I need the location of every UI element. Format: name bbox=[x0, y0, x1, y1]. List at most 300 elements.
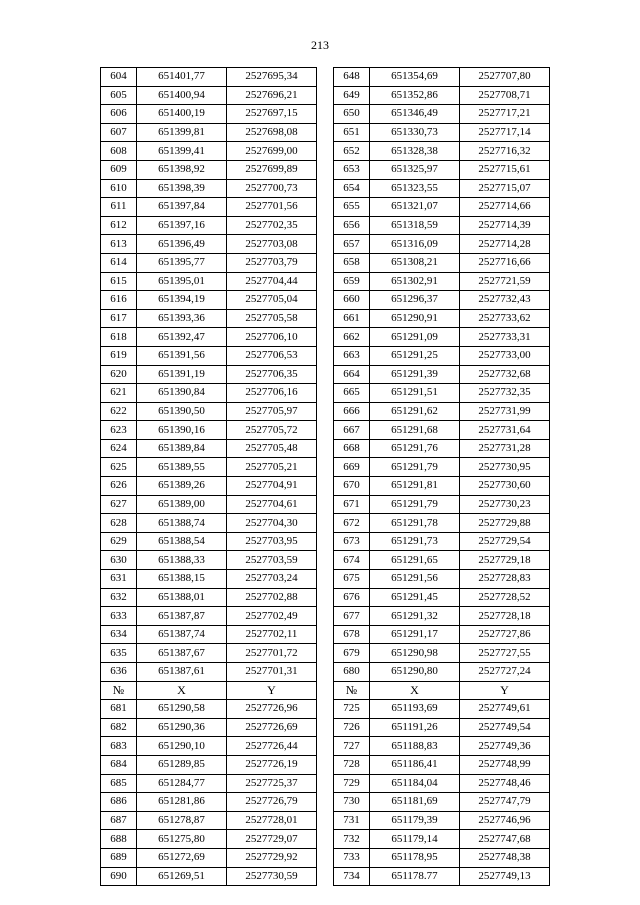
point-number-cell: 613 bbox=[101, 235, 137, 254]
y-coordinate-cell: 2527728,52 bbox=[460, 588, 550, 607]
x-coordinate-cell: 651397,84 bbox=[137, 198, 227, 217]
y-coordinate-cell: 2527717,21 bbox=[460, 105, 550, 124]
x-coordinate-cell: 651354,69 bbox=[370, 68, 460, 87]
table-row bbox=[101, 570, 317, 589]
x-coordinate-cell: 651399,81 bbox=[137, 123, 227, 142]
point-number-cell: 671 bbox=[334, 495, 370, 514]
y-coordinate-cell: 2527727,24 bbox=[460, 663, 550, 682]
table-row bbox=[334, 235, 550, 254]
table-row bbox=[101, 384, 317, 403]
point-number-cell: 628 bbox=[101, 514, 137, 533]
y-coordinate-cell: 2527731,28 bbox=[460, 439, 550, 458]
y-coordinate-cell: 2527726,19 bbox=[227, 755, 317, 774]
point-number-cell: 649 bbox=[334, 86, 370, 105]
y-coordinate-cell: 2527705,58 bbox=[227, 309, 317, 328]
y-coordinate-cell: 2527704,44 bbox=[227, 272, 317, 291]
y-coordinate-cell: 2527704,91 bbox=[227, 477, 317, 496]
y-coordinate-cell: 2527703,08 bbox=[227, 235, 317, 254]
point-number-cell: 610 bbox=[101, 179, 137, 198]
x-coordinate-cell: 651291,32 bbox=[370, 607, 460, 626]
page-number: 213 bbox=[311, 38, 329, 52]
point-number-cell: 687 bbox=[101, 811, 137, 830]
table-row bbox=[101, 811, 317, 830]
table-row bbox=[101, 495, 317, 514]
table-row bbox=[334, 588, 550, 607]
point-number-cell: 612 bbox=[101, 216, 137, 235]
x-coordinate-cell: 651191,26 bbox=[370, 718, 460, 737]
y-coordinate-cell: 2527726,44 bbox=[227, 737, 317, 756]
x-coordinate-cell: 651291,79 bbox=[370, 458, 460, 477]
x-coordinate-cell: 651388,15 bbox=[137, 570, 227, 589]
x-coordinate-cell: 651188,83 bbox=[370, 737, 460, 756]
x-coordinate-cell: 651272,69 bbox=[137, 848, 227, 867]
y-coordinate-cell: 2527748,38 bbox=[460, 848, 550, 867]
y-coordinate-cell: 2527730,59 bbox=[227, 867, 317, 886]
y-coordinate-cell: 2527727,55 bbox=[460, 644, 550, 663]
y-coordinate-cell: 2527729,07 bbox=[227, 830, 317, 849]
x-coordinate-cell: 651389,00 bbox=[137, 495, 227, 514]
y-coordinate-cell: 2527700,73 bbox=[227, 179, 317, 198]
table-row bbox=[101, 644, 317, 663]
x-coordinate-cell: 651291,17 bbox=[370, 625, 460, 644]
coordinates-table-left bbox=[100, 67, 317, 886]
x-coordinate-cell: 651179,39 bbox=[370, 811, 460, 830]
point-number-cell: 677 bbox=[334, 607, 370, 626]
y-coordinate-cell: 2527705,21 bbox=[227, 458, 317, 477]
table-row bbox=[101, 774, 317, 793]
x-coordinate-cell: 651325,97 bbox=[370, 160, 460, 179]
table-row bbox=[334, 458, 550, 477]
point-number-cell: 605 bbox=[101, 86, 137, 105]
point-number-cell: 631 bbox=[101, 570, 137, 589]
table-row bbox=[334, 346, 550, 365]
x-coordinate-cell: 651387,74 bbox=[137, 625, 227, 644]
x-coordinate-cell: 651387,87 bbox=[137, 607, 227, 626]
x-coordinate-cell: 651387,67 bbox=[137, 644, 227, 663]
y-coordinate-cell: 2527726,79 bbox=[227, 793, 317, 812]
y-coordinate-cell: 2527702,35 bbox=[227, 216, 317, 235]
table-row bbox=[101, 607, 317, 626]
x-coordinate-cell: 651291,81 bbox=[370, 477, 460, 496]
point-number-cell: 625 bbox=[101, 458, 137, 477]
y-coordinate-cell: 2527729,88 bbox=[460, 514, 550, 533]
column-header: Y bbox=[460, 681, 550, 700]
x-coordinate-cell: 651284,77 bbox=[137, 774, 227, 793]
table-row bbox=[334, 774, 550, 793]
point-number-cell: 611 bbox=[101, 198, 137, 217]
y-coordinate-cell: 2527732,35 bbox=[460, 384, 550, 403]
x-coordinate-cell: 651291,78 bbox=[370, 514, 460, 533]
table-row bbox=[101, 532, 317, 551]
point-number-cell: 664 bbox=[334, 365, 370, 384]
x-coordinate-cell: 651399,41 bbox=[137, 142, 227, 161]
point-number-cell: 725 bbox=[334, 700, 370, 719]
table-row bbox=[334, 179, 550, 198]
table-row bbox=[334, 272, 550, 291]
table-row bbox=[334, 365, 550, 384]
point-number-cell: 733 bbox=[334, 848, 370, 867]
y-coordinate-cell: 2527699,00 bbox=[227, 142, 317, 161]
table-row bbox=[334, 477, 550, 496]
point-number-cell: 636 bbox=[101, 663, 137, 682]
x-coordinate-cell: 651328,38 bbox=[370, 142, 460, 161]
x-coordinate-cell: 651291,45 bbox=[370, 588, 460, 607]
point-number-cell: 726 bbox=[334, 718, 370, 737]
x-coordinate-cell: 651178.77 bbox=[370, 867, 460, 886]
point-number-cell: 653 bbox=[334, 160, 370, 179]
table-row bbox=[334, 532, 550, 551]
x-coordinate-cell: 651281,86 bbox=[137, 793, 227, 812]
table-row bbox=[334, 86, 550, 105]
y-coordinate-cell: 2527733,62 bbox=[460, 309, 550, 328]
table-row bbox=[334, 142, 550, 161]
y-coordinate-cell: 2527747,79 bbox=[460, 793, 550, 812]
y-coordinate-cell: 2527702,88 bbox=[227, 588, 317, 607]
x-coordinate-cell: 651290,91 bbox=[370, 309, 460, 328]
point-number-cell: 650 bbox=[334, 105, 370, 124]
x-coordinate-cell: 651390,84 bbox=[137, 384, 227, 403]
column-header: № bbox=[334, 681, 370, 700]
x-coordinate-cell: 651275,80 bbox=[137, 830, 227, 849]
table-row bbox=[101, 68, 317, 87]
table-row bbox=[334, 291, 550, 310]
x-coordinate-cell: 651184,04 bbox=[370, 774, 460, 793]
table-row bbox=[334, 309, 550, 328]
point-number-cell: 648 bbox=[334, 68, 370, 87]
y-coordinate-cell: 2527726,96 bbox=[227, 700, 317, 719]
x-coordinate-cell: 651321,07 bbox=[370, 198, 460, 217]
table-row bbox=[101, 142, 317, 161]
y-coordinate-cell: 2527703,24 bbox=[227, 570, 317, 589]
x-coordinate-cell: 651308,21 bbox=[370, 253, 460, 272]
y-coordinate-cell: 2527703,95 bbox=[227, 532, 317, 551]
point-number-cell: 676 bbox=[334, 588, 370, 607]
point-number-cell: 661 bbox=[334, 309, 370, 328]
y-coordinate-cell: 2527749,61 bbox=[460, 700, 550, 719]
table-row bbox=[334, 737, 550, 756]
x-coordinate-cell: 651398,92 bbox=[137, 160, 227, 179]
point-number-cell: 617 bbox=[101, 309, 137, 328]
table-row bbox=[101, 625, 317, 644]
x-coordinate-cell: 651291,79 bbox=[370, 495, 460, 514]
y-coordinate-cell: 2527714,28 bbox=[460, 235, 550, 254]
table-row bbox=[101, 458, 317, 477]
point-number-cell: 652 bbox=[334, 142, 370, 161]
point-number-cell: 670 bbox=[334, 477, 370, 496]
x-coordinate-cell: 651397,16 bbox=[137, 216, 227, 235]
point-number-cell: 622 bbox=[101, 402, 137, 421]
table-row bbox=[101, 105, 317, 124]
y-coordinate-cell: 2527728,18 bbox=[460, 607, 550, 626]
y-coordinate-cell: 2527706,35 bbox=[227, 365, 317, 384]
table-row bbox=[101, 402, 317, 421]
y-coordinate-cell: 2527706,16 bbox=[227, 384, 317, 403]
table-row bbox=[101, 179, 317, 198]
point-number-cell: 727 bbox=[334, 737, 370, 756]
table-row bbox=[101, 235, 317, 254]
y-coordinate-cell: 2527703,79 bbox=[227, 253, 317, 272]
y-coordinate-cell: 2527748,99 bbox=[460, 755, 550, 774]
point-number-cell: 662 bbox=[334, 328, 370, 347]
table-row bbox=[334, 755, 550, 774]
point-number-cell: 685 bbox=[101, 774, 137, 793]
y-coordinate-cell: 2527705,72 bbox=[227, 421, 317, 440]
table-row bbox=[101, 216, 317, 235]
point-number-cell: 667 bbox=[334, 421, 370, 440]
x-coordinate-cell: 651290,98 bbox=[370, 644, 460, 663]
x-coordinate-cell: 651186,41 bbox=[370, 755, 460, 774]
x-coordinate-cell: 651387,61 bbox=[137, 663, 227, 682]
point-number-cell: 686 bbox=[101, 793, 137, 812]
y-coordinate-cell: 2527706,53 bbox=[227, 346, 317, 365]
header-row bbox=[101, 681, 317, 700]
table-row bbox=[334, 551, 550, 570]
table-row bbox=[101, 86, 317, 105]
point-number-cell: 624 bbox=[101, 439, 137, 458]
x-coordinate-cell: 651278,87 bbox=[137, 811, 227, 830]
table-row bbox=[101, 160, 317, 179]
table-row bbox=[334, 384, 550, 403]
x-coordinate-cell: 651181,69 bbox=[370, 793, 460, 812]
y-coordinate-cell: 2527749,36 bbox=[460, 737, 550, 756]
y-coordinate-cell: 2527731,64 bbox=[460, 421, 550, 440]
x-coordinate-cell: 651346,49 bbox=[370, 105, 460, 124]
table-row bbox=[334, 160, 550, 179]
x-coordinate-cell: 651389,55 bbox=[137, 458, 227, 477]
table-row bbox=[334, 68, 550, 87]
y-coordinate-cell: 2527730,95 bbox=[460, 458, 550, 477]
y-coordinate-cell: 2527717,14 bbox=[460, 123, 550, 142]
y-coordinate-cell: 2527695,34 bbox=[227, 68, 317, 87]
table-row bbox=[101, 253, 317, 272]
y-coordinate-cell: 2527715,61 bbox=[460, 160, 550, 179]
table-row bbox=[101, 328, 317, 347]
table-row bbox=[334, 421, 550, 440]
point-number-cell: 665 bbox=[334, 384, 370, 403]
y-coordinate-cell: 2527725,37 bbox=[227, 774, 317, 793]
table-row bbox=[101, 123, 317, 142]
table-row bbox=[334, 867, 550, 886]
x-coordinate-cell: 651391,56 bbox=[137, 346, 227, 365]
point-number-cell: 632 bbox=[101, 588, 137, 607]
x-coordinate-cell: 651291,09 bbox=[370, 328, 460, 347]
y-coordinate-cell: 2527716,32 bbox=[460, 142, 550, 161]
y-coordinate-cell: 2527704,61 bbox=[227, 495, 317, 514]
point-number-cell: 620 bbox=[101, 365, 137, 384]
column-header: X bbox=[137, 681, 227, 700]
column-header: X bbox=[370, 681, 460, 700]
point-number-cell: 621 bbox=[101, 384, 137, 403]
x-coordinate-cell: 651290,80 bbox=[370, 663, 460, 682]
point-number-cell: 618 bbox=[101, 328, 137, 347]
x-coordinate-cell: 651396,49 bbox=[137, 235, 227, 254]
x-coordinate-cell: 651178,95 bbox=[370, 848, 460, 867]
y-coordinate-cell: 2527729,18 bbox=[460, 551, 550, 570]
x-coordinate-cell: 651388,01 bbox=[137, 588, 227, 607]
coordinates-table-right bbox=[333, 67, 550, 886]
point-number-cell: 609 bbox=[101, 160, 137, 179]
x-coordinate-cell: 651291,39 bbox=[370, 365, 460, 384]
table-row bbox=[101, 830, 317, 849]
table-row bbox=[334, 514, 550, 533]
x-coordinate-cell: 651296,37 bbox=[370, 291, 460, 310]
point-number-cell: 607 bbox=[101, 123, 137, 142]
x-coordinate-cell: 651179,14 bbox=[370, 830, 460, 849]
y-coordinate-cell: 2527708,71 bbox=[460, 86, 550, 105]
point-number-cell: 679 bbox=[334, 644, 370, 663]
table-row bbox=[101, 718, 317, 737]
x-coordinate-cell: 651291,62 bbox=[370, 402, 460, 421]
x-coordinate-cell: 651389,84 bbox=[137, 439, 227, 458]
table-row bbox=[334, 848, 550, 867]
point-number-cell: 654 bbox=[334, 179, 370, 198]
point-number-cell: 623 bbox=[101, 421, 137, 440]
point-number-cell: 731 bbox=[334, 811, 370, 830]
table-row bbox=[101, 477, 317, 496]
point-number-cell: 674 bbox=[334, 551, 370, 570]
y-coordinate-cell: 2527705,48 bbox=[227, 439, 317, 458]
table-row bbox=[334, 328, 550, 347]
table-row bbox=[334, 644, 550, 663]
table-row bbox=[334, 625, 550, 644]
point-number-cell: 669 bbox=[334, 458, 370, 477]
x-coordinate-cell: 651390,50 bbox=[137, 402, 227, 421]
point-number-cell: 675 bbox=[334, 570, 370, 589]
y-coordinate-cell: 2527705,04 bbox=[227, 291, 317, 310]
point-number-cell: 619 bbox=[101, 346, 137, 365]
y-coordinate-cell: 2527702,49 bbox=[227, 607, 317, 626]
x-coordinate-cell: 651316,09 bbox=[370, 235, 460, 254]
x-coordinate-cell: 651291,73 bbox=[370, 532, 460, 551]
point-number-cell: 732 bbox=[334, 830, 370, 849]
point-number-cell: 634 bbox=[101, 625, 137, 644]
x-coordinate-cell: 651398,39 bbox=[137, 179, 227, 198]
table-row bbox=[334, 105, 550, 124]
point-number-cell: 626 bbox=[101, 477, 137, 496]
point-number-cell: 668 bbox=[334, 439, 370, 458]
table-row bbox=[101, 291, 317, 310]
point-number-cell: 629 bbox=[101, 532, 137, 551]
point-number-cell: 604 bbox=[101, 68, 137, 87]
y-coordinate-cell: 2527731,99 bbox=[460, 402, 550, 421]
y-coordinate-cell: 2527732,43 bbox=[460, 291, 550, 310]
table-row bbox=[101, 793, 317, 812]
point-number-cell: 689 bbox=[101, 848, 137, 867]
column-header: Y bbox=[227, 681, 317, 700]
table-row bbox=[334, 793, 550, 812]
y-coordinate-cell: 2527733,31 bbox=[460, 328, 550, 347]
y-coordinate-cell: 2527697,15 bbox=[227, 105, 317, 124]
y-coordinate-cell: 2527707,80 bbox=[460, 68, 550, 87]
point-number-cell: 682 bbox=[101, 718, 137, 737]
x-coordinate-cell: 651393,36 bbox=[137, 309, 227, 328]
x-coordinate-cell: 651290,10 bbox=[137, 737, 227, 756]
x-coordinate-cell: 651291,56 bbox=[370, 570, 460, 589]
point-number-cell: 659 bbox=[334, 272, 370, 291]
x-coordinate-cell: 651330,73 bbox=[370, 123, 460, 142]
x-coordinate-cell: 651392,47 bbox=[137, 328, 227, 347]
point-number-cell: 657 bbox=[334, 235, 370, 254]
table-row bbox=[334, 570, 550, 589]
y-coordinate-cell: 2527733,00 bbox=[460, 346, 550, 365]
y-coordinate-cell: 2527701,72 bbox=[227, 644, 317, 663]
x-coordinate-cell: 651193,69 bbox=[370, 700, 460, 719]
point-number-cell: 690 bbox=[101, 867, 137, 886]
point-number-cell: 606 bbox=[101, 105, 137, 124]
y-coordinate-cell: 2527729,54 bbox=[460, 532, 550, 551]
x-coordinate-cell: 651291,51 bbox=[370, 384, 460, 403]
point-number-cell: 681 bbox=[101, 700, 137, 719]
point-number-cell: 656 bbox=[334, 216, 370, 235]
y-coordinate-cell: 2527727,86 bbox=[460, 625, 550, 644]
y-coordinate-cell: 2527701,31 bbox=[227, 663, 317, 682]
x-coordinate-cell: 651388,54 bbox=[137, 532, 227, 551]
y-coordinate-cell: 2527706,10 bbox=[227, 328, 317, 347]
point-number-cell: 630 bbox=[101, 551, 137, 570]
x-coordinate-cell: 651291,65 bbox=[370, 551, 460, 570]
x-coordinate-cell: 651352,86 bbox=[370, 86, 460, 105]
point-number-cell: 684 bbox=[101, 755, 137, 774]
table-row bbox=[101, 309, 317, 328]
point-number-cell: 666 bbox=[334, 402, 370, 421]
x-coordinate-cell: 651395,01 bbox=[137, 272, 227, 291]
point-number-cell: 614 bbox=[101, 253, 137, 272]
x-coordinate-cell: 651388,74 bbox=[137, 514, 227, 533]
point-number-cell: 680 bbox=[334, 663, 370, 682]
x-coordinate-cell: 651401,77 bbox=[137, 68, 227, 87]
x-coordinate-cell: 651400,19 bbox=[137, 105, 227, 124]
y-coordinate-cell: 2527715,07 bbox=[460, 179, 550, 198]
x-coordinate-cell: 651389,26 bbox=[137, 477, 227, 496]
table-row bbox=[334, 495, 550, 514]
point-number-cell: 651 bbox=[334, 123, 370, 142]
point-number-cell: 673 bbox=[334, 532, 370, 551]
x-coordinate-cell: 651323,55 bbox=[370, 179, 460, 198]
x-coordinate-cell: 651269,51 bbox=[137, 867, 227, 886]
table-row bbox=[101, 514, 317, 533]
y-coordinate-cell: 2527728,83 bbox=[460, 570, 550, 589]
y-coordinate-cell: 2527728,01 bbox=[227, 811, 317, 830]
point-number-cell: 655 bbox=[334, 198, 370, 217]
x-coordinate-cell: 651391,19 bbox=[137, 365, 227, 384]
y-coordinate-cell: 2527729,92 bbox=[227, 848, 317, 867]
y-coordinate-cell: 2527702,11 bbox=[227, 625, 317, 644]
point-number-cell: 729 bbox=[334, 774, 370, 793]
point-number-cell: 633 bbox=[101, 607, 137, 626]
y-coordinate-cell: 2527726,69 bbox=[227, 718, 317, 737]
y-coordinate-cell: 2527748,46 bbox=[460, 774, 550, 793]
header-row bbox=[334, 681, 550, 700]
table-row bbox=[101, 848, 317, 867]
y-coordinate-cell: 2527749,13 bbox=[460, 867, 550, 886]
table-row bbox=[334, 663, 550, 682]
x-coordinate-cell: 651290,36 bbox=[137, 718, 227, 737]
y-coordinate-cell: 2527714,39 bbox=[460, 216, 550, 235]
point-number-cell: 660 bbox=[334, 291, 370, 310]
y-coordinate-cell: 2527716,66 bbox=[460, 253, 550, 272]
x-coordinate-cell: 651388,33 bbox=[137, 551, 227, 570]
point-number-cell: 616 bbox=[101, 291, 137, 310]
x-coordinate-cell: 651291,76 bbox=[370, 439, 460, 458]
y-coordinate-cell: 2527705,97 bbox=[227, 402, 317, 421]
point-number-cell: 730 bbox=[334, 793, 370, 812]
point-number-cell: 663 bbox=[334, 346, 370, 365]
table-row bbox=[334, 811, 550, 830]
table-row bbox=[101, 551, 317, 570]
table-row bbox=[334, 253, 550, 272]
table-row bbox=[101, 663, 317, 682]
point-number-cell: 615 bbox=[101, 272, 137, 291]
